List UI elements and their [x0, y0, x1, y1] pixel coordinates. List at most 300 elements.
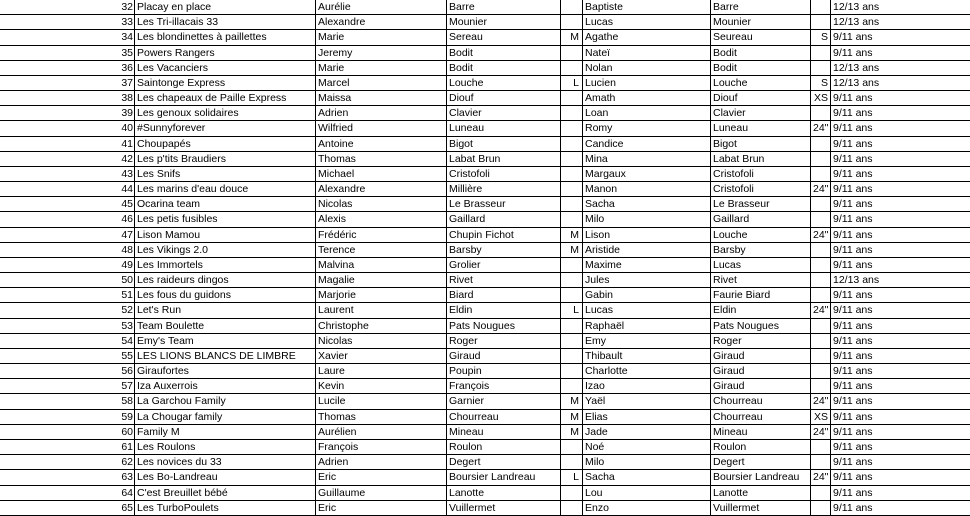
adult-last-name-cell[interactable]: François	[446, 379, 560, 393]
child-size-cell[interactable]: S	[810, 30, 830, 44]
child-last-name-cell[interactable]: Bigot	[710, 137, 810, 151]
adult-first-name-cell[interactable]: Alexis	[315, 212, 446, 226]
child-size-cell[interactable]: 24"	[810, 303, 830, 317]
adult-first-name-cell[interactable]: Eric	[315, 501, 446, 515]
team-name-cell[interactable]: LES LIONS BLANCS DE LIMBRE	[134, 349, 315, 363]
team-name-cell[interactable]: Placay en place	[134, 0, 315, 14]
age-category-cell[interactable]: 9/11 ans	[830, 319, 970, 333]
age-category-cell[interactable]: 9/11 ans	[830, 197, 970, 211]
adult-size-cell[interactable]: M	[560, 243, 582, 257]
adult-last-name-cell[interactable]: Degert	[446, 455, 560, 469]
child-last-name-cell[interactable]: Diouf	[710, 91, 810, 105]
child-size-cell[interactable]	[810, 379, 830, 393]
child-first-name-cell[interactable]: Baptiste	[582, 0, 710, 14]
age-category-cell[interactable]: 9/11 ans	[830, 410, 970, 424]
row-number-cell[interactable]: 47	[121, 228, 133, 241]
team-name-cell[interactable]: Les blondinettes à paillettes	[134, 30, 315, 44]
child-last-name-cell[interactable]: Giraud	[710, 349, 810, 363]
team-name-cell[interactable]: Powers Rangers	[134, 46, 315, 60]
child-size-cell[interactable]	[810, 319, 830, 333]
child-size-cell[interactable]	[810, 167, 830, 181]
child-size-cell[interactable]	[810, 0, 830, 14]
adult-size-cell[interactable]: L	[560, 76, 582, 90]
child-size-cell[interactable]: 24"	[810, 121, 830, 135]
child-first-name-cell[interactable]: Elias	[582, 410, 710, 424]
child-last-name-cell[interactable]: Cristofoli	[710, 182, 810, 196]
adult-first-name-cell[interactable]: Thomas	[315, 410, 446, 424]
child-last-name-cell[interactable]: Mounier	[710, 15, 810, 29]
team-name-cell[interactable]: Choupapés	[134, 137, 315, 151]
child-size-cell[interactable]	[810, 501, 830, 515]
age-category-cell[interactable]: 9/11 ans	[830, 167, 970, 181]
child-size-cell[interactable]: 24"	[810, 228, 830, 242]
adult-first-name-cell[interactable]: Aurélien	[315, 425, 446, 439]
row-number-cell[interactable]: 62	[121, 456, 133, 469]
adult-last-name-cell[interactable]: Sereau	[446, 30, 560, 44]
child-last-name-cell[interactable]: Louche	[710, 76, 810, 90]
adult-size-cell[interactable]: L	[560, 303, 582, 317]
child-size-cell[interactable]	[810, 258, 830, 272]
adult-last-name-cell[interactable]: Bodit	[446, 46, 560, 60]
age-category-cell[interactable]: 9/11 ans	[830, 212, 970, 226]
adult-last-name-cell[interactable]: Bodit	[446, 61, 560, 75]
team-name-cell[interactable]: Les Immortels	[134, 258, 315, 272]
child-first-name-cell[interactable]: Aristide	[582, 243, 710, 257]
adult-last-name-cell[interactable]: Cristofoli	[446, 167, 560, 181]
row-number-cell[interactable]: 60	[121, 425, 133, 438]
child-last-name-cell[interactable]: Bodit	[710, 46, 810, 60]
adult-first-name-cell[interactable]: Kevin	[315, 379, 446, 393]
row-number-cell[interactable]: 42	[121, 152, 133, 165]
adult-last-name-cell[interactable]: Eldin	[446, 303, 560, 317]
adult-last-name-cell[interactable]: Luneau	[446, 121, 560, 135]
team-name-cell[interactable]: La Chougar family	[134, 410, 315, 424]
child-size-cell[interactable]	[810, 137, 830, 151]
row-number-cell[interactable]: 50	[121, 274, 133, 287]
age-category-cell[interactable]: 9/11 ans	[830, 394, 970, 408]
age-category-cell[interactable]: 9/11 ans	[830, 91, 970, 105]
child-last-name-cell[interactable]: Barre	[710, 0, 810, 14]
adult-last-name-cell[interactable]: Grolier	[446, 258, 560, 272]
team-name-cell[interactable]: Les TurboPoulets	[134, 501, 315, 515]
child-size-cell[interactable]	[810, 334, 830, 348]
adult-size-cell[interactable]	[560, 0, 582, 14]
team-name-cell[interactable]: Lison Mamou	[134, 228, 315, 242]
adult-last-name-cell[interactable]: Diouf	[446, 91, 560, 105]
row-number-cell[interactable]: 35	[121, 46, 133, 59]
adult-size-cell[interactable]	[560, 137, 582, 151]
child-last-name-cell[interactable]: Le Brasseur	[710, 197, 810, 211]
child-last-name-cell[interactable]: Lucas	[710, 258, 810, 272]
adult-size-cell[interactable]	[560, 334, 582, 348]
row-number-cell[interactable]: 63	[121, 471, 133, 484]
adult-first-name-cell[interactable]: Lucile	[315, 394, 446, 408]
child-last-name-cell[interactable]: Barsby	[710, 243, 810, 257]
row-number-cell[interactable]: 61	[121, 440, 133, 453]
age-category-cell[interactable]: 9/11 ans	[830, 182, 970, 196]
adult-first-name-cell[interactable]: Frédéric	[315, 228, 446, 242]
child-size-cell[interactable]: XS	[810, 410, 830, 424]
child-size-cell[interactable]	[810, 455, 830, 469]
adult-first-name-cell[interactable]: Wilfried	[315, 121, 446, 135]
row-number-cell[interactable]: 34	[121, 31, 133, 44]
age-category-cell[interactable]: 9/11 ans	[830, 440, 970, 454]
adult-size-cell[interactable]: M	[560, 394, 582, 408]
adult-size-cell[interactable]	[560, 379, 582, 393]
age-category-cell[interactable]: 9/11 ans	[830, 228, 970, 242]
team-name-cell[interactable]: Les novices du 33	[134, 455, 315, 469]
child-size-cell[interactable]	[810, 15, 830, 29]
child-size-cell[interactable]	[810, 364, 830, 378]
adult-first-name-cell[interactable]: Laure	[315, 364, 446, 378]
adult-size-cell[interactable]	[560, 288, 582, 302]
child-last-name-cell[interactable]: Boursier Landreau	[710, 470, 810, 484]
adult-size-cell[interactable]: M	[560, 228, 582, 242]
age-category-cell[interactable]: 9/11 ans	[830, 106, 970, 120]
child-first-name-cell[interactable]: Nateï	[582, 46, 710, 60]
adult-first-name-cell[interactable]: Thomas	[315, 152, 446, 166]
age-category-cell[interactable]: 9/11 ans	[830, 46, 970, 60]
row-number-cell[interactable]: 52	[121, 304, 133, 317]
child-first-name-cell[interactable]: Thibault	[582, 349, 710, 363]
team-name-cell[interactable]: Team Boulette	[134, 319, 315, 333]
team-name-cell[interactable]: Les p'tits Braudiers	[134, 152, 315, 166]
row-number-cell[interactable]: 32	[121, 1, 133, 13]
child-first-name-cell[interactable]: Margaux	[582, 167, 710, 181]
child-size-cell[interactable]	[810, 197, 830, 211]
adult-last-name-cell[interactable]: Vuillermet	[446, 501, 560, 515]
adult-size-cell[interactable]	[560, 197, 582, 211]
child-first-name-cell[interactable]: Jules	[582, 273, 710, 287]
child-size-cell[interactable]	[810, 61, 830, 75]
child-last-name-cell[interactable]: Faurie Biard	[710, 288, 810, 302]
row-number-cell[interactable]: 58	[121, 395, 133, 408]
row-number-cell[interactable]: 48	[121, 243, 133, 256]
row-number-cell[interactable]: 45	[121, 198, 133, 211]
age-category-cell[interactable]: 9/11 ans	[830, 470, 970, 484]
age-category-cell[interactable]: 9/11 ans	[830, 30, 970, 44]
team-name-cell[interactable]: Les fous du guidons	[134, 288, 315, 302]
adult-size-cell[interactable]: M	[560, 410, 582, 424]
adult-first-name-cell[interactable]: Guillaume	[315, 486, 446, 500]
child-last-name-cell[interactable]: Seureau	[710, 30, 810, 44]
adult-first-name-cell[interactable]: Aurélie	[315, 0, 446, 14]
row-number-cell[interactable]: 59	[121, 410, 133, 423]
age-category-cell[interactable]: 12/13 ans	[830, 273, 970, 287]
adult-last-name-cell[interactable]: Giraud	[446, 349, 560, 363]
child-first-name-cell[interactable]: Raphaël	[582, 319, 710, 333]
adult-last-name-cell[interactable]: Roulon	[446, 440, 560, 454]
child-first-name-cell[interactable]: Enzo	[582, 501, 710, 515]
row-number-cell[interactable]: 57	[121, 380, 133, 393]
child-first-name-cell[interactable]: Mina	[582, 152, 710, 166]
row-number-cell[interactable]: 46	[121, 213, 133, 226]
team-name-cell[interactable]: Les genoux solidaires	[134, 106, 315, 120]
team-name-cell[interactable]: Les Snifs	[134, 167, 315, 181]
age-category-cell[interactable]: 9/11 ans	[830, 349, 970, 363]
team-name-cell[interactable]: Les Bo-Landreau	[134, 470, 315, 484]
adult-last-name-cell[interactable]: Rivet	[446, 273, 560, 287]
child-last-name-cell[interactable]: Bodit	[710, 61, 810, 75]
child-last-name-cell[interactable]: Degert	[710, 455, 810, 469]
adult-size-cell[interactable]	[560, 91, 582, 105]
adult-first-name-cell[interactable]: Alexandre	[315, 15, 446, 29]
adult-first-name-cell[interactable]: Maissa	[315, 91, 446, 105]
team-name-cell[interactable]: La Garchou Family	[134, 394, 315, 408]
team-name-cell[interactable]: Iza Auxerrois	[134, 379, 315, 393]
team-name-cell[interactable]: C'est Breuillet bébé	[134, 486, 315, 500]
adult-first-name-cell[interactable]: Nicolas	[315, 197, 446, 211]
row-number-cell[interactable]: 56	[121, 365, 133, 378]
child-size-cell[interactable]	[810, 212, 830, 226]
child-last-name-cell[interactable]: Luneau	[710, 121, 810, 135]
adult-size-cell[interactable]	[560, 152, 582, 166]
child-first-name-cell[interactable]: Lucien	[582, 76, 710, 90]
child-size-cell[interactable]: S	[810, 76, 830, 90]
row-number-cell[interactable]: 40	[121, 122, 133, 135]
adult-first-name-cell[interactable]: Malvina	[315, 258, 446, 272]
child-last-name-cell[interactable]: Eldin	[710, 303, 810, 317]
row-number-cell[interactable]: 33	[121, 16, 133, 29]
team-name-cell[interactable]: Les Roulons	[134, 440, 315, 454]
child-first-name-cell[interactable]: Candice	[582, 137, 710, 151]
adult-last-name-cell[interactable]: Roger	[446, 334, 560, 348]
child-first-name-cell[interactable]: Jade	[582, 425, 710, 439]
child-first-name-cell[interactable]: Lou	[582, 486, 710, 500]
child-first-name-cell[interactable]: Gabin	[582, 288, 710, 302]
adult-last-name-cell[interactable]: Mineau	[446, 425, 560, 439]
adult-first-name-cell[interactable]: Marie	[315, 61, 446, 75]
adult-last-name-cell[interactable]: Mounier	[446, 15, 560, 29]
child-first-name-cell[interactable]: Lucas	[582, 303, 710, 317]
child-last-name-cell[interactable]: Chourreau	[710, 410, 810, 424]
team-name-cell[interactable]: Family M	[134, 425, 315, 439]
child-size-cell[interactable]	[810, 440, 830, 454]
adult-first-name-cell[interactable]: Xavier	[315, 349, 446, 363]
row-number-cell[interactable]: 41	[121, 137, 133, 150]
child-first-name-cell[interactable]: Sacha	[582, 470, 710, 484]
age-category-cell[interactable]: 12/13 ans	[830, 76, 970, 90]
adult-size-cell[interactable]	[560, 319, 582, 333]
team-name-cell[interactable]: #Sunnyforever	[134, 121, 315, 135]
child-size-cell[interactable]	[810, 46, 830, 60]
adult-size-cell[interactable]	[560, 455, 582, 469]
child-last-name-cell[interactable]: Rivet	[710, 273, 810, 287]
child-last-name-cell[interactable]: Giraud	[710, 379, 810, 393]
row-number-cell[interactable]: 37	[121, 76, 133, 89]
child-first-name-cell[interactable]: Lucas	[582, 15, 710, 29]
child-first-name-cell[interactable]: Lison	[582, 228, 710, 242]
child-first-name-cell[interactable]: Izao	[582, 379, 710, 393]
team-name-cell[interactable]: Les Vikings 2.0	[134, 243, 315, 257]
team-name-cell[interactable]: Les chapeaux de Paille Express	[134, 91, 315, 105]
adult-first-name-cell[interactable]: Michael	[315, 167, 446, 181]
age-category-cell[interactable]: 9/11 ans	[830, 288, 970, 302]
child-first-name-cell[interactable]: Amath	[582, 91, 710, 105]
adult-last-name-cell[interactable]: Barsby	[446, 243, 560, 257]
team-name-cell[interactable]: Les petis fusibles	[134, 212, 315, 226]
adult-first-name-cell[interactable]: Adrien	[315, 106, 446, 120]
adult-last-name-cell[interactable]: Bigot	[446, 137, 560, 151]
adult-last-name-cell[interactable]: Louche	[446, 76, 560, 90]
child-size-cell[interactable]: 24"	[810, 425, 830, 439]
adult-first-name-cell[interactable]: Marcel	[315, 76, 446, 90]
adult-first-name-cell[interactable]: Nicolas	[315, 334, 446, 348]
adult-size-cell[interactable]	[560, 15, 582, 29]
adult-first-name-cell[interactable]: Marie	[315, 30, 446, 44]
adult-size-cell[interactable]	[560, 182, 582, 196]
adult-size-cell[interactable]	[560, 501, 582, 515]
row-number-cell[interactable]: 55	[121, 349, 133, 362]
age-category-cell[interactable]: 9/11 ans	[830, 486, 970, 500]
row-number-cell[interactable]: 53	[121, 319, 133, 332]
adult-size-cell[interactable]	[560, 349, 582, 363]
child-last-name-cell[interactable]: Roulon	[710, 440, 810, 454]
child-first-name-cell[interactable]: Noé	[582, 440, 710, 454]
child-last-name-cell[interactable]: Labat Brun	[710, 152, 810, 166]
child-first-name-cell[interactable]: Romy	[582, 121, 710, 135]
child-last-name-cell[interactable]: Louche	[710, 228, 810, 242]
adult-last-name-cell[interactable]: Biard	[446, 288, 560, 302]
adult-size-cell[interactable]	[560, 61, 582, 75]
age-category-cell[interactable]: 9/11 ans	[830, 258, 970, 272]
row-number-cell[interactable]: 43	[121, 167, 133, 180]
adult-size-cell[interactable]	[560, 106, 582, 120]
adult-size-cell[interactable]	[560, 121, 582, 135]
adult-size-cell[interactable]	[560, 46, 582, 60]
age-category-cell[interactable]: 9/11 ans	[830, 243, 970, 257]
child-first-name-cell[interactable]: Emy	[582, 334, 710, 348]
adult-size-cell[interactable]: L	[560, 470, 582, 484]
adult-last-name-cell[interactable]: Boursier Landreau	[446, 470, 560, 484]
child-size-cell[interactable]	[810, 349, 830, 363]
child-size-cell[interactable]	[810, 152, 830, 166]
adult-size-cell[interactable]	[560, 364, 582, 378]
adult-first-name-cell[interactable]: Jeremy	[315, 46, 446, 60]
child-first-name-cell[interactable]: Agathe	[582, 30, 710, 44]
adult-last-name-cell[interactable]: Barre	[446, 0, 560, 14]
age-category-cell[interactable]: 9/11 ans	[830, 501, 970, 515]
child-first-name-cell[interactable]: Manon	[582, 182, 710, 196]
row-number-cell[interactable]: 49	[121, 258, 133, 271]
row-number-cell[interactable]: 65	[121, 501, 133, 514]
child-size-cell[interactable]: 24"	[810, 470, 830, 484]
age-category-cell[interactable]: 9/11 ans	[830, 334, 970, 348]
adult-first-name-cell[interactable]: Adrien	[315, 455, 446, 469]
child-size-cell[interactable]	[810, 243, 830, 257]
row-number-cell[interactable]: 64	[121, 486, 133, 499]
age-category-cell[interactable]: 9/11 ans	[830, 425, 970, 439]
age-category-cell[interactable]: 9/11 ans	[830, 137, 970, 151]
team-name-cell[interactable]: Saintonge Express	[134, 76, 315, 90]
adult-size-cell[interactable]: M	[560, 30, 582, 44]
team-name-cell[interactable]: Les Vacanciers	[134, 61, 315, 75]
team-name-cell[interactable]: Ocarina team	[134, 197, 315, 211]
child-last-name-cell[interactable]: Cristofoli	[710, 167, 810, 181]
adult-size-cell[interactable]	[560, 167, 582, 181]
row-number-cell[interactable]: 39	[121, 107, 133, 120]
adult-first-name-cell[interactable]: Terence	[315, 243, 446, 257]
adult-size-cell[interactable]	[560, 258, 582, 272]
child-first-name-cell[interactable]: Yaël	[582, 394, 710, 408]
age-category-cell[interactable]: 9/11 ans	[830, 455, 970, 469]
age-category-cell[interactable]: 9/11 ans	[830, 121, 970, 135]
team-name-cell[interactable]: Les raideurs dingos	[134, 273, 315, 287]
adult-last-name-cell[interactable]: Pats Nougues	[446, 319, 560, 333]
adult-first-name-cell[interactable]: Laurent	[315, 303, 446, 317]
child-size-cell[interactable]: 24"	[810, 394, 830, 408]
age-category-cell[interactable]: 9/11 ans	[830, 152, 970, 166]
child-first-name-cell[interactable]: Milo	[582, 212, 710, 226]
adult-last-name-cell[interactable]: Clavier	[446, 106, 560, 120]
child-size-cell[interactable]: 24"	[810, 182, 830, 196]
child-first-name-cell[interactable]: Charlotte	[582, 364, 710, 378]
child-first-name-cell[interactable]: Milo	[582, 455, 710, 469]
team-name-cell[interactable]: Emy's Team	[134, 334, 315, 348]
child-last-name-cell[interactable]: Vuillermet	[710, 501, 810, 515]
adult-first-name-cell[interactable]: Marjorie	[315, 288, 446, 302]
child-last-name-cell[interactable]: Gaillard	[710, 212, 810, 226]
child-last-name-cell[interactable]: Roger	[710, 334, 810, 348]
adult-last-name-cell[interactable]: Poupin	[446, 364, 560, 378]
adult-first-name-cell[interactable]: Christophe	[315, 319, 446, 333]
child-first-name-cell[interactable]: Loan	[582, 106, 710, 120]
adult-last-name-cell[interactable]: Chourreau	[446, 410, 560, 424]
adult-first-name-cell[interactable]: Antoine	[315, 137, 446, 151]
adult-last-name-cell[interactable]: Lanotte	[446, 486, 560, 500]
team-name-cell[interactable]: Les Tri-illacais 33	[134, 15, 315, 29]
adult-last-name-cell[interactable]: Gaillard	[446, 212, 560, 226]
team-name-cell[interactable]: Les marins d'eau douce	[134, 182, 315, 196]
adult-first-name-cell[interactable]: Magalie	[315, 273, 446, 287]
age-category-cell[interactable]: 9/11 ans	[830, 303, 970, 317]
adult-size-cell[interactable]	[560, 212, 582, 226]
adult-first-name-cell[interactable]: François	[315, 440, 446, 454]
age-category-cell[interactable]: 12/13 ans	[830, 15, 970, 29]
age-category-cell[interactable]: 9/11 ans	[830, 379, 970, 393]
row-number-cell[interactable]: 36	[121, 61, 133, 74]
child-last-name-cell[interactable]: Clavier	[710, 106, 810, 120]
row-number-cell[interactable]: 44	[121, 183, 133, 196]
child-size-cell[interactable]	[810, 106, 830, 120]
child-size-cell[interactable]	[810, 486, 830, 500]
adult-size-cell[interactable]	[560, 486, 582, 500]
child-size-cell[interactable]: XS	[810, 91, 830, 105]
age-category-cell[interactable]: 12/13 ans	[830, 0, 970, 14]
adult-size-cell[interactable]	[560, 273, 582, 287]
team-name-cell[interactable]: Giraufortes	[134, 364, 315, 378]
adult-last-name-cell[interactable]: Garnier	[446, 394, 560, 408]
child-first-name-cell[interactable]: Nolan	[582, 61, 710, 75]
row-number-cell[interactable]: 51	[121, 289, 133, 302]
child-size-cell[interactable]	[810, 288, 830, 302]
child-last-name-cell[interactable]: Chourreau	[710, 394, 810, 408]
age-category-cell[interactable]: 12/13 ans	[830, 61, 970, 75]
child-last-name-cell[interactable]: Lanotte	[710, 486, 810, 500]
child-last-name-cell[interactable]: Giraud	[710, 364, 810, 378]
adult-size-cell[interactable]	[560, 440, 582, 454]
adult-last-name-cell[interactable]: Chupin Fichot	[446, 228, 560, 242]
row-number-cell[interactable]: 38	[121, 92, 133, 105]
row-number-cell[interactable]: 54	[121, 334, 133, 347]
child-last-name-cell[interactable]: Pats Nougues	[710, 319, 810, 333]
adult-first-name-cell[interactable]: Alexandre	[315, 182, 446, 196]
child-last-name-cell[interactable]: Mineau	[710, 425, 810, 439]
child-first-name-cell[interactable]: Maxime	[582, 258, 710, 272]
adult-size-cell[interactable]: M	[560, 425, 582, 439]
child-first-name-cell[interactable]: Sacha	[582, 197, 710, 211]
child-size-cell[interactable]	[810, 273, 830, 287]
